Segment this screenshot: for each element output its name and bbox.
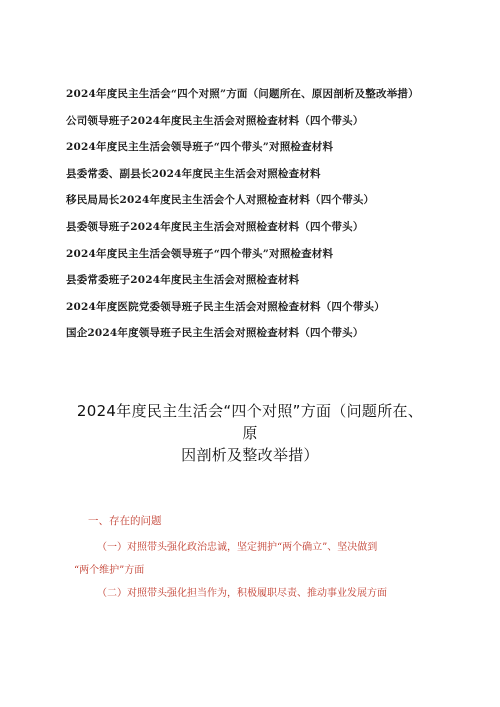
document-title-line-2: 因剖析及整改举措） (181, 446, 319, 464)
toc-item-8[interactable]: 县委常委班子2024年度民主生活会对照检查材料 (66, 274, 300, 287)
toc-item-2[interactable]: 公司领导班子2024年度民主生活会对照检查材料（四个带头） (66, 114, 364, 127)
toc-item-7[interactable]: 2024年度民主生活会领导班子“四个带头”对照检查材料 (66, 247, 334, 260)
toc-item-3[interactable]: 2024年度民主生活会领导班子“四个带头”对照检查材料 (66, 141, 334, 154)
subsection-1-heading-line-2: “两个维护”方面 (74, 565, 145, 576)
toc-item-6[interactable]: 县委领导班子2024年度民主生活会对照检查材料（四个带头） (66, 220, 364, 233)
toc-item-9[interactable]: 2024年度医院党委领导班子民主生活会对照检查材料（四个带头） (66, 300, 385, 313)
subsection-2-heading: （二）对照带头强化担当作为，积极履职尽责、推动事业发展方面 (97, 588, 387, 599)
toc-item-4[interactable]: 县委常委、副县长2024年度民主生活会对照检查材料 (66, 167, 321, 180)
document-title-line-1: 2024年度民主生活会“四个对照”方面（问题所在、原 (76, 402, 424, 442)
subsection-1-heading-line-1: （一）对照带头强化政治忠诚，坚定拥护“两个确立”、坚决做到 (97, 542, 378, 553)
document-title (70, 400, 430, 466)
table-of-contents (66, 88, 466, 354)
toc-item-1[interactable]: 2024年度民主生活会“四个对照”方面（问题所在、原因剖析及整改举措） (66, 88, 419, 100)
toc-item-5[interactable]: 移民局局长2024年度民主生活会个人对照检查材料（四个带头） (66, 194, 375, 207)
toc-item-10[interactable]: 国企2024年度领导班子民主生活会对照检查材料（四个带头） (66, 327, 364, 340)
section-heading: 一、存在的问题 (88, 515, 162, 527)
